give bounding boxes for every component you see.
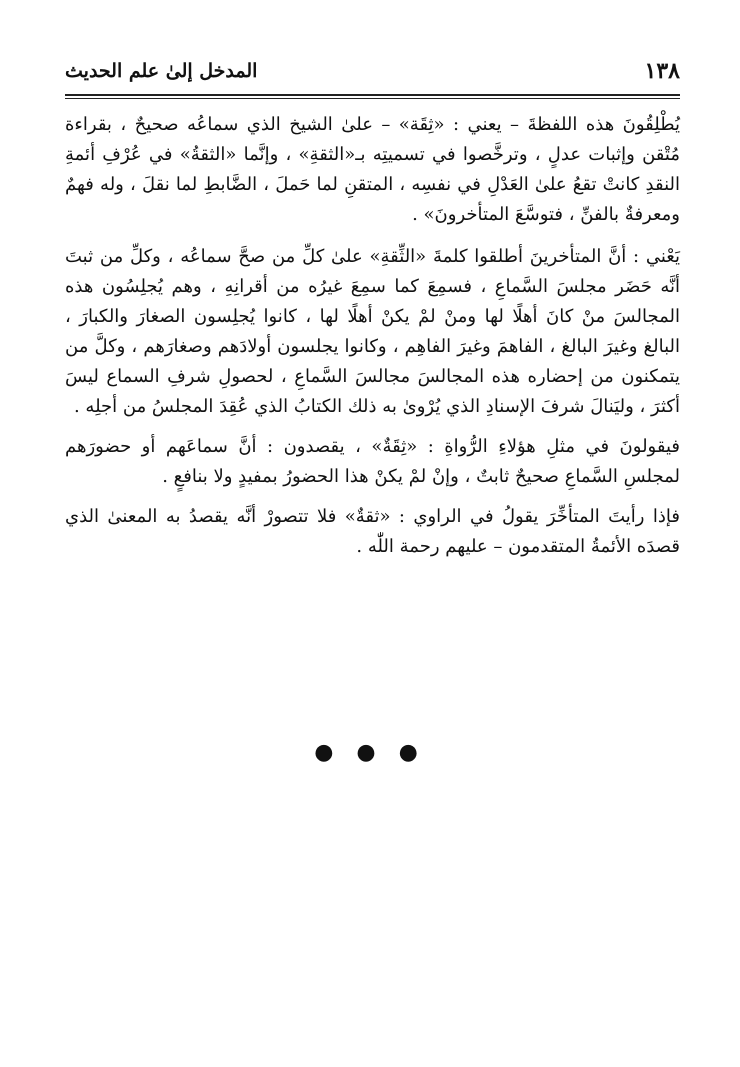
header-rule-thin [65,98,680,99]
paragraph-3: فيقولونَ في مثلِ هؤلاءِ الرُّواةِ : «ثِقَةٌ» ، يقصدون : أنَّ سماعَهم أو حضورَهم لمجلسِ السَّماعِ صحيحٌ ثابتٌ ، وإنْ لمْ يكنْ هذا الحضورُ بمفيدٍ ولا بنافعٍ . [65,436,680,487]
section-ornament: ● ● ● [314,740,426,765]
paragraph-4: فإذا رأيتَ المتأخِّرَ يقولُ في الراوي : «ثقةٌ» فلا تتصورْ أنَّه يقصدُ به المعنىٰ الذي قصدَه الأئمةُ المتقدمون – عليهم رحمة اللّٰه . [65,506,680,557]
paragraph-2: يَعْني : أنَّ المتأخرينَ أطلقوا كلمةَ «الثِّقةِ» علىٰ كلِّ من صحَّ سماعُه ، وكلِّ من ثبتَ أنَّه حَضَر مجلسَ السَّماعِ ، فسمِعَ كما سمِعَ غيرُه من أقرانِهِ ، وهم يُجلِسُون هذه المجالسَ منْ كانَ أهلًا لها ومنْ لمْ يكنْ أهلًا لها ، كانوا يُجلِسون الصغارَ والكبارَ ، البالغ وغيرَ البالغ ، الفاهمَ وغيرَ الفاهِم ، وكانوا يجلسون أولادَهم وصغارَهم ، وكلَّ من يتمكنون من إحضاره هذه المجالسَ مجالسَ السَّماعِ ، لحصولِ شرفِ السماع ليسَ أكثرَ ، وليَنالَ شرفَ الإسنادِ الذي يُرْوىٰ به ذلك الكتابُ الذي عُقِدَ المجلسُ من أجلِه . [65,246,681,417]
paragraph-1: يُطْلِقُونَ هذه اللفظةَ – يعني : «ثِقَة» – علىٰ الشيخ الذي سماعُه صحيحٌ ، بقراءة مُتْقن وإثبات عدلٍ ، وترخَّصوا في تسميتِه بـ«الثقةِ» ، وإنَّما «الثقةُ» في عُرْفِ أئمةِ النقدِ كانتْ تقعُ علىٰ العَدْلِ في نفسِه ، المتقنِ لما حَملَ ، الضَّابطِ لما نقلَ ، وله فهمٌ ومعرفةٌ بالفنِّ ، فتوسَّعَ المتأخرونَ» . [65,114,680,225]
running-title: المدخل إلىٰ علم الحديث [65,60,258,82]
page-number: ١٣٨ [644,58,680,84]
page-body [65,110,680,572]
header-rule [65,94,680,96]
page-header [65,58,680,90]
